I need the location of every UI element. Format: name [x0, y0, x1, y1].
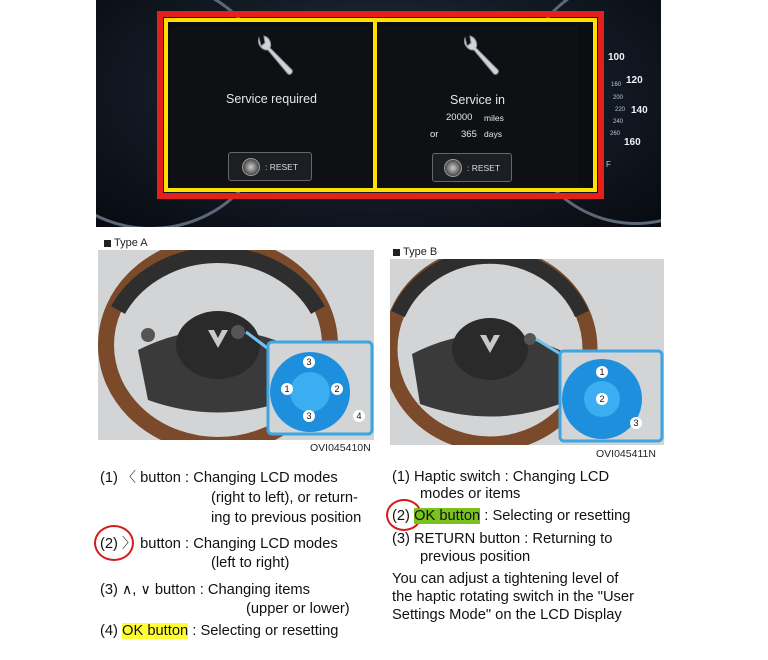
knob-icon	[444, 159, 462, 177]
figure-a-code: OVI045410N	[310, 442, 371, 454]
left-item-3-line2: (upper or lower)	[246, 601, 350, 617]
left-item-3	[100, 580, 310, 599]
speed-small-label: 240	[613, 119, 624, 125]
square-bullet-icon	[104, 240, 111, 247]
right-note-line-1: You can adjust a tightening level of	[392, 571, 619, 587]
reset-label: : RESET	[466, 162, 501, 173]
glyph-separator: ,	[132, 582, 137, 598]
wrench-icon	[253, 34, 293, 82]
callout-1: 1	[596, 366, 608, 378]
speed-label: 100	[608, 52, 625, 63]
type-b-text: Type B	[403, 246, 438, 258]
item-number: (3)	[392, 531, 410, 547]
left-item-1	[100, 468, 338, 487]
up-chevron-icon: ∧	[122, 581, 133, 597]
down-chevron-icon: ∨	[140, 581, 151, 597]
callout-4: 4	[353, 410, 365, 422]
item-text: Haptic switch : Changing LCD	[414, 469, 610, 485]
distance-value: 20000	[446, 112, 473, 123]
speed-small-label: 160	[611, 82, 622, 88]
item-number: (1)	[392, 469, 410, 485]
callout-3: 3	[630, 417, 642, 429]
days-unit: days	[484, 129, 502, 139]
speed-small-label: 260	[610, 131, 621, 137]
wrench-icon	[459, 34, 499, 82]
speed-small-label: 200	[613, 95, 624, 101]
reset-button	[432, 153, 512, 182]
left-item-2-line2: (left to right)	[211, 555, 290, 571]
service-in-panel	[377, 26, 578, 188]
steering-wheel-figure-a	[98, 250, 374, 440]
item-text: button : Changing LCD modes	[140, 470, 338, 486]
item-text: : Selecting or resetting	[484, 508, 631, 524]
ok-button-highlight: OK button	[122, 623, 189, 639]
right-item-3	[392, 530, 612, 548]
type-b-label	[393, 246, 437, 258]
right-item-3-line2: previous position	[420, 549, 531, 565]
or-label: or	[430, 129, 439, 140]
right-note-line-3: Settings Mode" on the LCD Display	[392, 607, 622, 623]
item-text: button : Changing items	[154, 582, 310, 598]
distance-unit: miles	[484, 113, 504, 123]
reset-button	[228, 152, 312, 181]
service-in-title: Service in	[450, 93, 505, 107]
item-number: (2)	[392, 508, 410, 524]
square-bullet-icon	[393, 249, 400, 256]
callout-3-top: 3	[303, 356, 315, 368]
speed-label: 120	[626, 75, 643, 86]
item-number: (3)	[100, 582, 118, 598]
right-chevron-icon: 〉	[122, 535, 137, 551]
cluster-photo	[96, 0, 661, 227]
callout-2: 2	[331, 383, 343, 395]
left-chevron-icon: 〈	[122, 469, 137, 485]
type-a-label	[104, 237, 148, 249]
steering-wheel-b-illustration	[390, 259, 664, 445]
item-text: RETURN button : Returning to	[414, 531, 613, 547]
item-number: (1)	[100, 470, 118, 486]
steering-wheel-a-illustration	[98, 250, 374, 440]
left-item-4	[100, 622, 338, 640]
left-item-1-line2: (right to left), or return-	[211, 490, 358, 506]
reset-label: : RESET	[264, 161, 299, 172]
item-number: (2)	[100, 536, 118, 552]
figure-b-code: OVI045411N	[596, 448, 656, 460]
right-note-line-2: the haptic rotating switch in the "User	[392, 589, 634, 605]
speed-label: 140	[631, 105, 648, 116]
right-item-1-line2: modes or items	[420, 486, 521, 502]
steering-wheel-figure-b	[390, 259, 664, 445]
speed-small-label: 220	[615, 107, 626, 113]
inner-highlight-frame	[164, 18, 597, 192]
right-item-2	[392, 507, 630, 525]
left-item-1-line3: ing to previous position	[211, 510, 362, 526]
item-text: : Selecting or resetting	[192, 623, 339, 639]
left-item-2	[100, 534, 338, 553]
item-text: button : Changing LCD modes	[140, 536, 338, 552]
speed-f-label: F	[606, 160, 611, 169]
type-a-text: Type A	[114, 237, 148, 249]
callout-3-bottom: 3	[303, 410, 315, 422]
callout-1: 1	[281, 383, 293, 395]
days-value: 365	[461, 129, 477, 140]
speed-label: 160	[624, 137, 641, 148]
ok-button-highlight: OK button	[414, 508, 481, 524]
right-item-1	[392, 468, 609, 486]
service-required-panel	[171, 26, 372, 188]
callout-2: 2	[596, 393, 608, 405]
service-required-title: Service required	[225, 92, 317, 106]
item-number: (4)	[100, 623, 118, 639]
knob-icon	[242, 158, 260, 176]
